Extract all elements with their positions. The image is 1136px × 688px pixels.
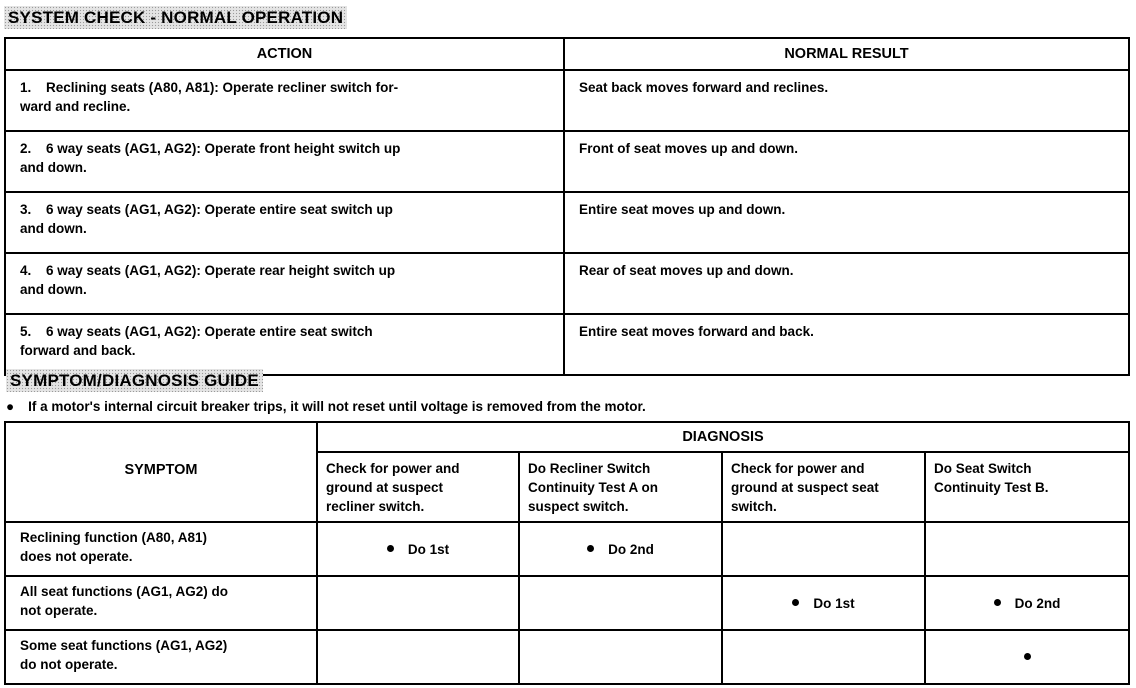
normal-result-header: NORMAL RESULT: [564, 38, 1129, 70]
action-cell: [5, 131, 564, 192]
symptom-cell: [5, 576, 317, 630]
diagnosis-column-text: switch.: [731, 499, 777, 514]
diagnosis-column-text: Continuity Test A on: [528, 480, 658, 495]
system-check-table: [4, 37, 1130, 376]
symptom-text: do not operate.: [20, 657, 118, 672]
action-cell: [5, 314, 564, 375]
bullet-icon: [1024, 653, 1031, 660]
symptom-header: SYMPTOM: [5, 422, 317, 522]
diagnosis-mark-cell: [722, 576, 925, 630]
action-text-cont: forward and back.: [20, 343, 136, 358]
symptom-text: does not operate.: [20, 549, 133, 564]
diagnosis-column-text: Do Seat Switch: [934, 461, 1032, 476]
diagnosis-mark-cell: [925, 576, 1129, 630]
bullet-icon: [387, 545, 394, 552]
symptom-cell: [5, 522, 317, 576]
diagnosis-mark-cell: [925, 630, 1129, 684]
result-cell: Rear of seat moves up and down.: [564, 253, 1129, 314]
diagnosis-column-text: Check for power and: [326, 461, 460, 476]
result-cell: Entire seat moves forward and back.: [564, 314, 1129, 375]
symptom-text: Some seat functions (AG1, AG2): [20, 638, 228, 653]
action-header: ACTION: [5, 38, 564, 70]
system-check-title: SYSTEM CHECK - NORMAL OPERATION: [4, 6, 347, 29]
diagnosis-mark-cell: [722, 630, 925, 684]
action-text: 6 way seats (AG1, AG2): Operate entire seat switch up: [46, 202, 393, 217]
symptom-text: All seat functions (AG1, AG2) do: [20, 584, 229, 599]
table-row: [5, 131, 1129, 192]
diagnosis-header: DIAGNOSIS: [317, 422, 1129, 452]
diagnosis-column: [519, 452, 722, 522]
action-text-cont: and down.: [20, 282, 87, 297]
breaker-note: [6, 399, 646, 414]
table-row: [5, 253, 1129, 314]
bullet-icon: ●: [6, 399, 15, 414]
diagnosis-column-text: Continuity Test B.: [934, 480, 1049, 495]
symptom-guide-title: SYMPTOM/DIAGNOSIS GUIDE: [6, 369, 263, 392]
step-number: 1.: [20, 80, 32, 95]
action-text: 6 way seats (AG1, AG2): Operate rear height switch up: [46, 263, 396, 278]
diagnosis-order: Do 2nd: [608, 541, 654, 557]
bullet-icon: [994, 599, 1001, 606]
result-cell: Entire seat moves up and down.: [564, 192, 1129, 253]
diagnosis-mark-cell: [317, 576, 519, 630]
diagnosis-mark-cell: [519, 576, 722, 630]
step-number: 2.: [20, 141, 32, 156]
diagnosis-mark-cell: [317, 522, 519, 576]
bullet-icon: [587, 545, 594, 552]
system-check-header-row: [5, 38, 1129, 70]
symptom-cell: [5, 630, 317, 684]
diagnosis-column-text: suspect switch.: [528, 499, 629, 514]
diagnosis-column: [317, 452, 519, 522]
diagnosis-order: Do 1st: [407, 541, 450, 557]
action-text-cont: and down.: [20, 160, 87, 175]
symptom-diagnosis-table: [4, 421, 1130, 685]
diagnosis-mark-cell: [519, 522, 722, 576]
result-cell: Seat back moves forward and reclines.: [564, 70, 1129, 131]
step-number: 4.: [20, 263, 32, 278]
table-row: [5, 522, 1129, 576]
table-row: [5, 314, 1129, 375]
action-cell: [5, 192, 564, 253]
diagnosis-order: Do 1st: [813, 595, 855, 611]
step-number: 5.: [20, 324, 32, 339]
action-text: 6 way seats (AG1, AG2): Operate front height switch up: [46, 141, 401, 156]
action-text-cont: and down.: [20, 221, 87, 236]
table-row: [5, 192, 1129, 253]
step-number: 3.: [20, 202, 32, 217]
action-text: Reclining seats (A80, A81): Operate recliner switch for-: [46, 80, 399, 95]
table-row: [5, 576, 1129, 630]
diagnosis-column-text: recliner switch.: [326, 499, 425, 514]
diagnosis-column-text: Do Recliner Switch: [528, 461, 651, 476]
table-row: [5, 630, 1129, 684]
symptom-text: Reclining function (A80, A81): [20, 530, 208, 545]
diagnosis-column-text: ground at suspect seat: [731, 480, 879, 495]
action-text-cont: ward and recline.: [20, 99, 131, 114]
action-text: 6 way seats (AG1, AG2): Operate entire seat switch: [46, 324, 373, 339]
breaker-note-text: If a motor's internal circuit breaker trips, it will not reset until voltage is removed from the motor.: [28, 399, 646, 414]
diagnosis-column: [722, 452, 925, 522]
table-row: [5, 70, 1129, 131]
bullet-icon: [792, 599, 799, 606]
action-cell: [5, 253, 564, 314]
diagnosis-mark-cell: [722, 522, 925, 576]
diagnosis-order: Do 2nd: [1014, 595, 1061, 611]
diagnosis-mark-cell: [317, 630, 519, 684]
diagnosis-column-text: ground at suspect: [326, 480, 444, 495]
action-cell: [5, 70, 564, 131]
result-cell: Front of seat moves up and down.: [564, 131, 1129, 192]
diagnosis-column-text: Check for power and: [731, 461, 865, 476]
symptom-text: not operate.: [20, 603, 98, 618]
diagnosis-mark-cell: [519, 630, 722, 684]
diagnosis-mark-cell: [925, 522, 1129, 576]
diagnosis-column: [925, 452, 1129, 522]
diagnosis-header-row: [5, 422, 1129, 452]
